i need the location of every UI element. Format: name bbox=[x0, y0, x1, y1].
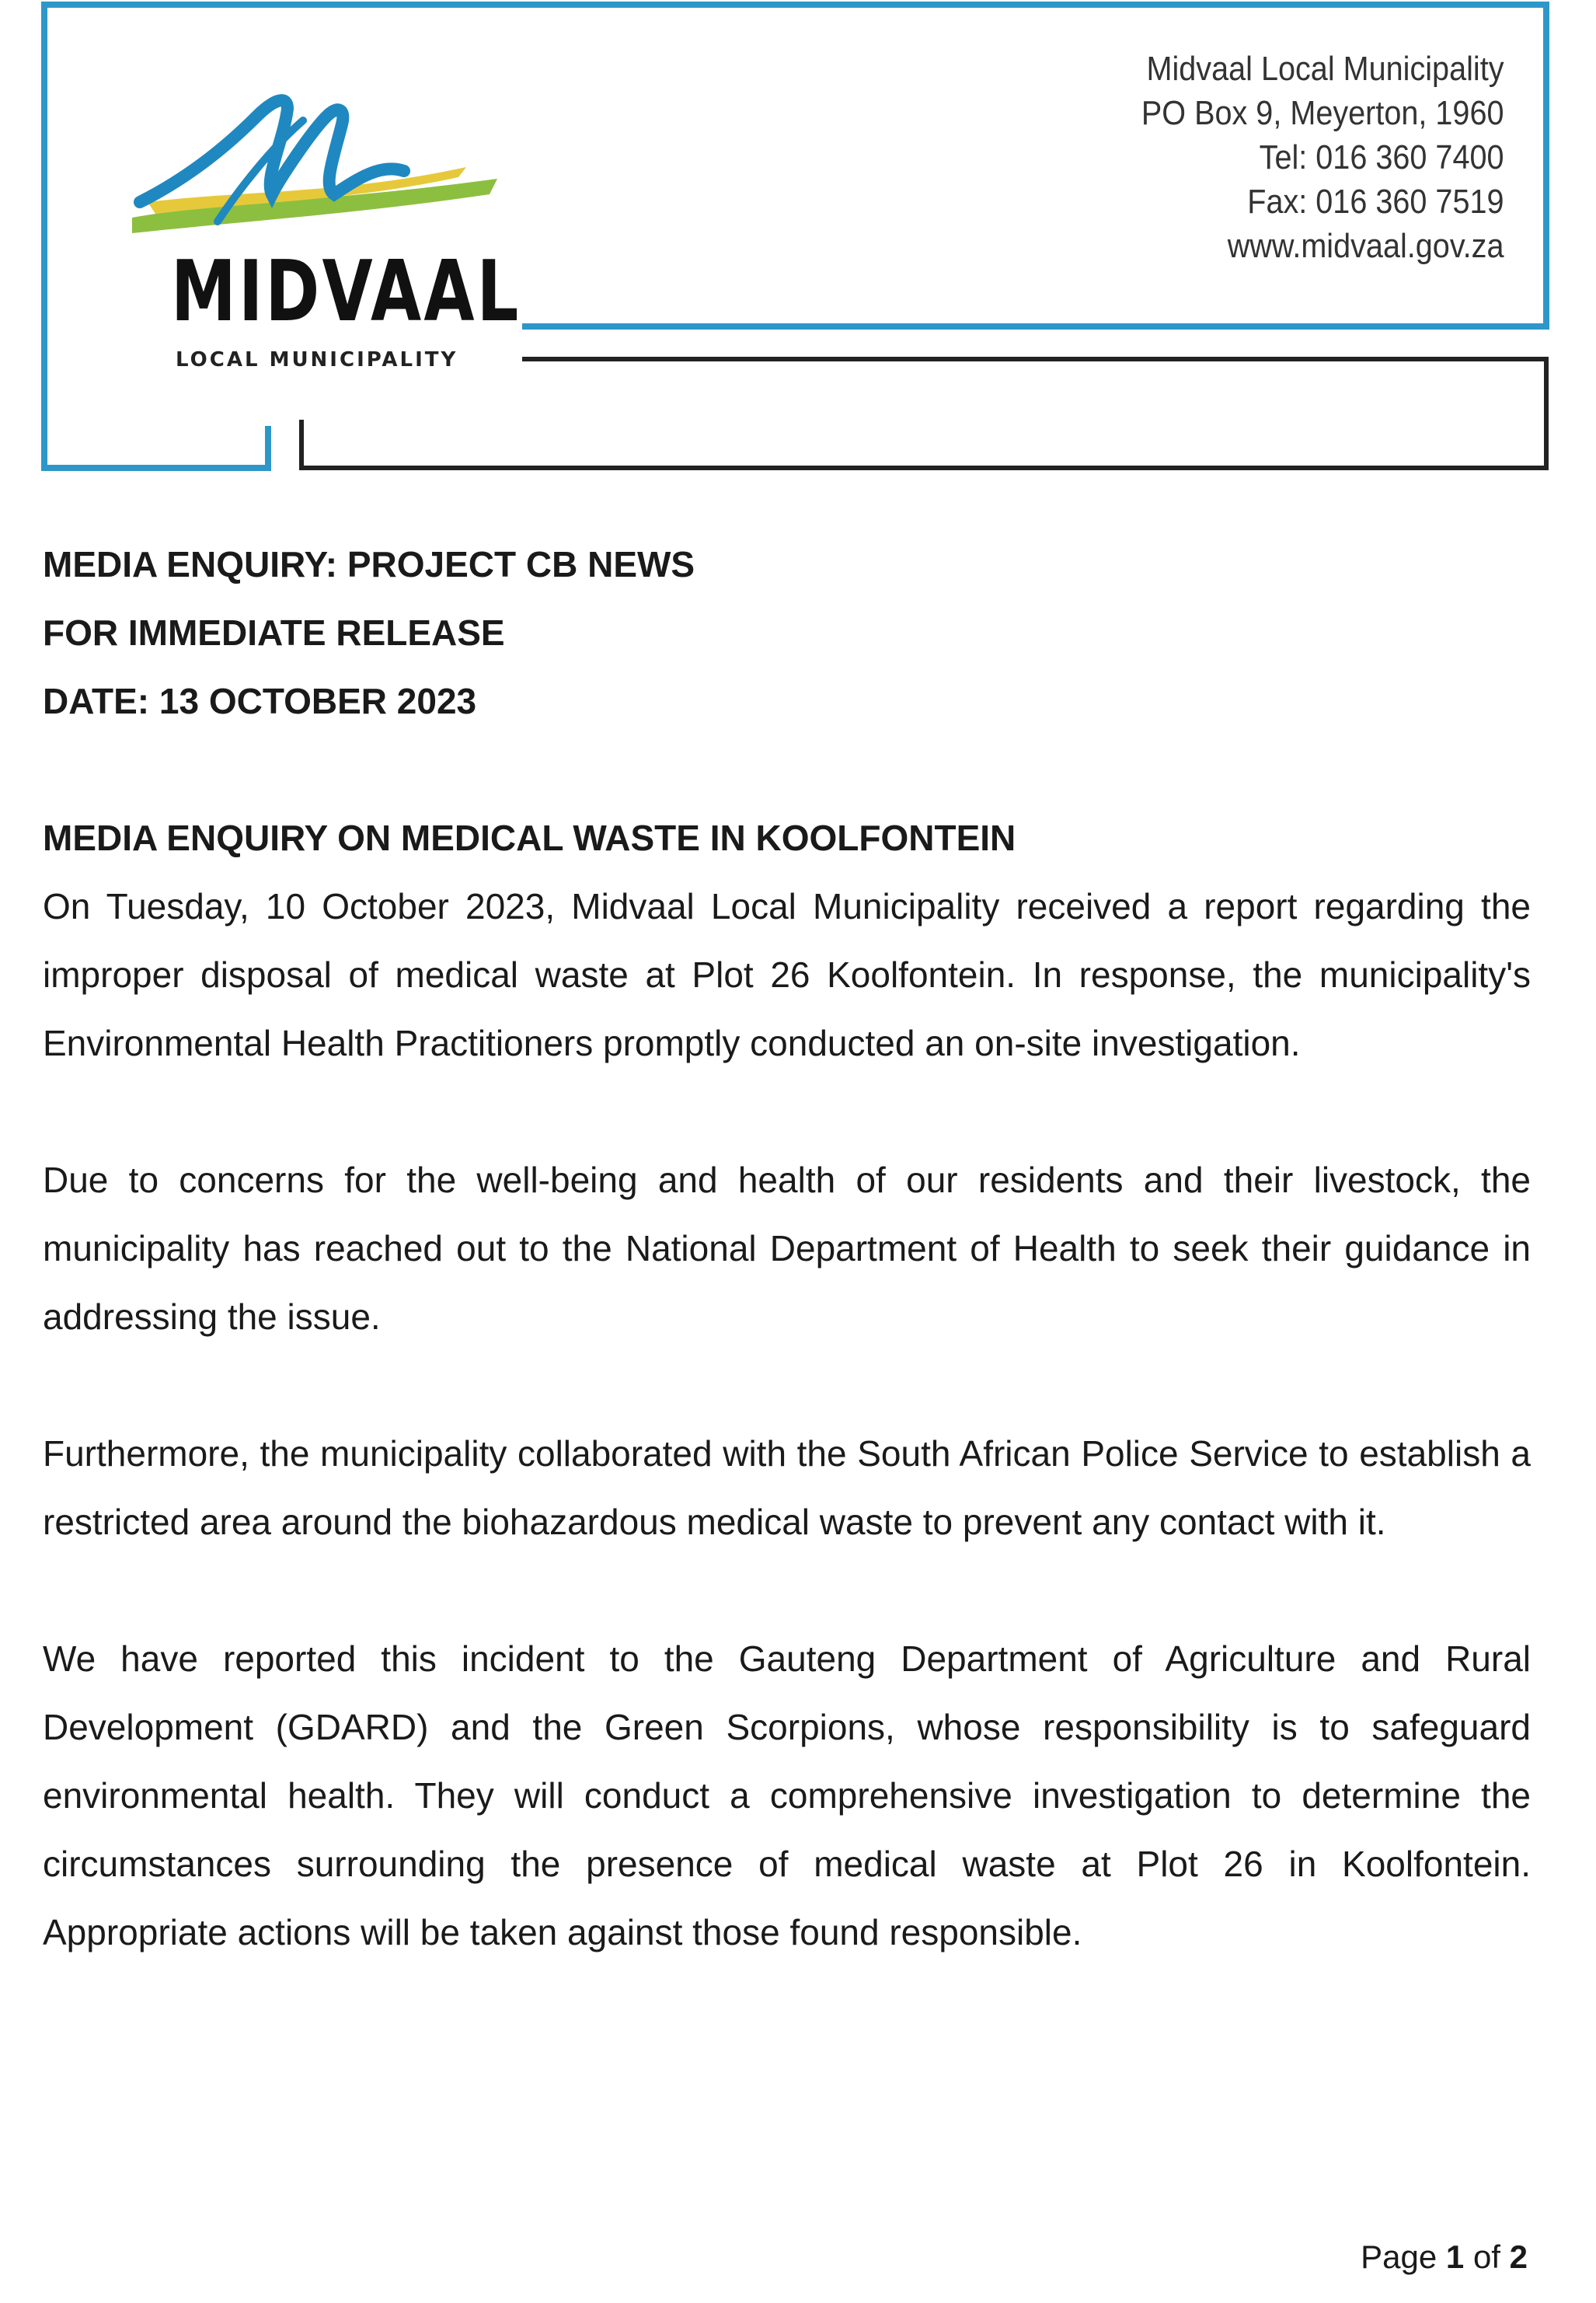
letterhead bbox=[0, 0, 1596, 482]
article-title: MEDIA ENQUIRY ON MEDICAL WASTE IN KOOLFONTEIN bbox=[43, 818, 1016, 858]
page-number bbox=[1361, 2238, 1528, 2276]
page-of-label: of bbox=[1472, 2238, 1500, 2275]
logo-subtitle: LOCAL MUNICIPALITY bbox=[176, 348, 458, 372]
paragraph-1: On Tuesday, 10 October 2023, Midvaal Local Municipality received a report regarding the improper disposal of medical waste at Plot 26 Koolfontein. In response, the municipality's Environmental Health Practitioners promptly conducted an on-site investigation. bbox=[43, 886, 1531, 1063]
midvaal-logo bbox=[124, 85, 528, 381]
contact-tel: Tel: 016 360 7400 bbox=[1260, 138, 1504, 176]
contact-block bbox=[1141, 47, 1504, 268]
header-release: FOR IMMEDIATE RELEASE bbox=[43, 612, 505, 653]
page-current: 1 bbox=[1445, 2238, 1465, 2275]
contact-name: Midvaal Local Municipality bbox=[1146, 50, 1504, 88]
logo-wordmark: MIDVAAL bbox=[171, 243, 521, 340]
document-body bbox=[43, 530, 1531, 1966]
paragraph-2: Due to concerns for the well-being and health of our residents and their livestock, the municipality has reached out to the National Department of Health to seek their guidance in addressing the issue. bbox=[43, 1160, 1531, 1337]
paragraph-3: Furthermore, the municipality collaborated with the South African Police Service to establish a restricted area around the biohazardous medical waste to prevent any contact with it. bbox=[43, 1433, 1531, 1542]
page-total: 2 bbox=[1509, 2238, 1528, 2275]
header-date: DATE: 13 OCTOBER 2023 bbox=[43, 681, 477, 721]
page-label: Page bbox=[1361, 2238, 1437, 2275]
contact-fax: Fax: 016 360 7519 bbox=[1247, 183, 1504, 221]
paragraph-4: We have reported this incident to the Gauteng Department of Agriculture and Rural Development (GDARD) and the Green Scorpions, whose responsibility is to safeguard environmental health. They will conduct a comprehensive investigation to determine the circumstances surrounding the presence of medical waste at Plot 26 in Koolfontein. Appropriate actions will be taken against those found responsible. bbox=[43, 1638, 1531, 1952]
header-subject: MEDIA ENQUIRY: PROJECT CB NEWS bbox=[43, 544, 695, 584]
logo-swoosh-icon bbox=[124, 85, 528, 264]
contact-address: PO Box 9, Meyerton, 1960 bbox=[1141, 94, 1504, 132]
contact-website[interactable]: www.midvaal.gov.za bbox=[1228, 227, 1504, 265]
